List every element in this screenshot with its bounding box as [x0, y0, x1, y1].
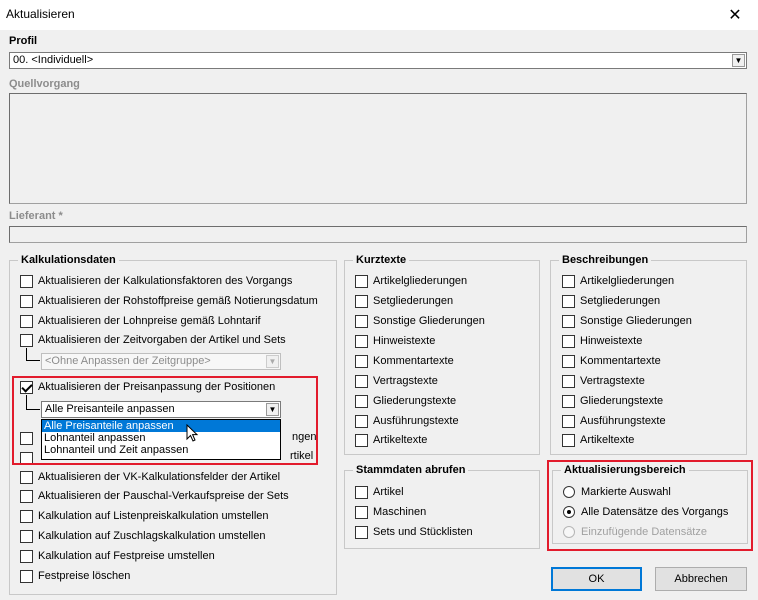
lieferant-field[interactable]: [9, 226, 747, 243]
checkbox-label: Aktualisieren der Preisanpassung der Positionen: [38, 381, 276, 393]
checkbox-label: Aktualisieren der Lohnpreise gemäß Lohntarif: [38, 315, 261, 327]
checkbox[interactable]: [355, 526, 368, 539]
besch-item[interactable]: [562, 334, 642, 348]
checkbox-label: Hinweistexte: [373, 335, 436, 347]
kurz-item[interactable]: [355, 354, 454, 368]
checkbox-label: Gliederungstexte: [580, 395, 664, 407]
title-bar: [0, 0, 758, 30]
radio-markierte-auswahl[interactable]: [563, 485, 671, 499]
checkbox-label: Ausführungstexte: [373, 415, 459, 427]
ok-button[interactable]: OK: [551, 567, 642, 591]
checkbox[interactable]: [355, 335, 368, 348]
kurz-item[interactable]: [355, 414, 459, 428]
checkbox[interactable]: [20, 570, 33, 583]
checkbox[interactable]: [562, 355, 575, 368]
radio-button-selected[interactable]: [563, 506, 575, 518]
stammdaten-label: Stammdaten abrufen: [353, 464, 468, 476]
checkbox[interactable]: [562, 275, 575, 288]
besch-item[interactable]: [562, 414, 666, 428]
checkbox[interactable]: [355, 275, 368, 288]
kalk-item-preisanpassung[interactable]: [20, 380, 275, 394]
checkbox-label: Artikelgliederungen: [373, 275, 468, 287]
checkbox[interactable]: [562, 375, 575, 388]
quellvorgang-label: Quellvorgang: [9, 78, 80, 90]
besch-item[interactable]: [562, 433, 634, 447]
checkbox[interactable]: [355, 295, 368, 308]
kalk-item-festpreise-loeschen[interactable]: [20, 569, 130, 583]
kurz-item[interactable]: [355, 274, 467, 288]
chevron-down-icon[interactable]: ▼: [266, 355, 279, 368]
beschreibungen-label: Beschreibungen: [559, 254, 651, 266]
window-title: Aktualisieren: [6, 7, 75, 21]
checkbox-label: Vertragstexte: [580, 375, 645, 387]
preisanteile-value: Alle Preisanteile anpassen: [45, 403, 175, 415]
radio-button[interactable]: [563, 486, 575, 498]
checkbox[interactable]: [20, 295, 33, 308]
checkbox[interactable]: [562, 315, 575, 328]
dropdown-option[interactable]: Lohnanteil anpassen: [44, 432, 146, 444]
kalk-item-pauschal[interactable]: [20, 489, 289, 503]
checkbox-label: Festpreise löschen: [38, 570, 131, 582]
checkbox[interactable]: [355, 434, 368, 447]
checkbox-label: Aktualisieren der Kalkulationsfaktoren des Vorgangs: [38, 275, 293, 287]
besch-item[interactable]: [562, 394, 663, 408]
zeitgruppe-select[interactable]: [41, 353, 281, 370]
checkbox[interactable]: [20, 275, 33, 288]
cancel-button[interactable]: Abbrechen: [655, 567, 747, 591]
kalkulationsdaten-label: Kalkulationsdaten: [18, 254, 119, 266]
radio-einzufuegende: [563, 525, 707, 539]
preisanteile-dropdown-list: [41, 419, 281, 460]
dropdown-option[interactable]: Lohnanteil und Zeit anpassen: [44, 444, 189, 456]
kalk-item-kalkulationsfaktoren[interactable]: [20, 274, 292, 288]
besch-item[interactable]: [562, 274, 674, 288]
kurz-item[interactable]: [355, 374, 438, 388]
tree-connector: [26, 395, 40, 410]
mouse-cursor-icon: [186, 424, 200, 443]
checkbox[interactable]: [562, 434, 575, 447]
checkbox[interactable]: [355, 486, 368, 499]
tree-connector: [26, 348, 40, 361]
checkbox[interactable]: [355, 506, 368, 519]
hidden-row-2-suffix: rtikel: [290, 450, 314, 462]
checkbox[interactable]: [562, 295, 575, 308]
lieferant-label: Lieferant *: [9, 210, 63, 222]
kurz-item[interactable]: [355, 394, 456, 408]
checkbox-label: Kommentartexte: [373, 355, 454, 367]
kurz-item[interactable]: [355, 294, 453, 308]
checkbox[interactable]: [355, 395, 368, 408]
quellvorgang-field[interactable]: [9, 93, 747, 204]
profil-value: 00. <Individuell>: [13, 54, 94, 66]
checkbox-label: Sonstige Gliederungen: [580, 315, 692, 327]
kalk-item-vk-felder[interactable]: [20, 470, 280, 484]
checkbox-label: Aktualisieren der Rohstoffpreise gemäß Notierungsdatum: [38, 295, 318, 307]
checkbox-label: Artikeltexte: [373, 434, 428, 446]
radio-button-disabled: [563, 526, 575, 538]
radio-label: Alle Datensätze des Vorgangs: [581, 506, 729, 518]
kalk-item-rohstoffpreise[interactable]: [20, 294, 318, 308]
checkbox-label: Kalkulation auf Zuschlagskalkulation umstellen: [38, 530, 266, 542]
radio-label: Einzufügende Datensätze: [581, 526, 707, 538]
profil-label: Profil: [9, 35, 38, 47]
checkbox-label: Aktualisieren der Pauschal-Verkaufspreise der Sets: [38, 490, 289, 502]
besch-item[interactable]: [562, 294, 660, 308]
checkbox-label: Aktualisieren der Zeitvorgaben der Artikel und Sets: [38, 334, 286, 346]
checkbox-label: Ausführungstexte: [580, 415, 666, 427]
checkbox[interactable]: [20, 510, 33, 523]
checkbox[interactable]: [355, 315, 368, 328]
checkbox-label: Kalkulation auf Listenpreiskalkulation umstellen: [38, 510, 269, 522]
checkbox-label: Hinweistexte: [580, 335, 643, 347]
checkbox-label: Artikelgliederungen: [580, 275, 675, 287]
checkbox-label: Kalkulation auf Festpreise umstellen: [38, 550, 215, 562]
chevron-down-icon[interactable]: ▼: [732, 54, 745, 67]
besch-item[interactable]: [562, 374, 645, 388]
chevron-down-icon[interactable]: ▼: [266, 403, 279, 416]
checkbox[interactable]: [20, 471, 33, 484]
checkbox-label: Sets und Stücklisten: [373, 526, 473, 538]
checkbox[interactable]: [355, 415, 368, 428]
hidden-row-1-suffix: ngen: [292, 431, 317, 443]
checkbox-label: Setgliederungen: [373, 295, 454, 307]
checkbox-label: Vertragstexte: [373, 375, 438, 387]
checkbox[interactable]: [20, 490, 33, 503]
checkbox[interactable]: [355, 355, 368, 368]
dropdown-option[interactable]: Alle Preisanteile anpassen: [42, 420, 280, 432]
checkbox-label: Gliederungstexte: [373, 395, 457, 407]
checkbox[interactable]: [562, 415, 575, 428]
besch-item[interactable]: [562, 354, 661, 368]
checkbox[interactable]: [20, 315, 33, 328]
zeitgruppe-value: <Ohne Anpassen der Zeitgruppe>: [45, 355, 211, 367]
checkbox-label: Artikel: [373, 486, 404, 498]
checkbox-label: Maschinen: [373, 506, 427, 518]
profil-select[interactable]: [9, 52, 747, 69]
checkbox-label: Sonstige Gliederungen: [373, 315, 485, 327]
kalk-item-lohnpreise[interactable]: [20, 314, 261, 328]
checkbox[interactable]: [562, 395, 575, 408]
stamm-item[interactable]: [355, 525, 473, 539]
checkbox-label: Aktualisieren der VK-Kalkulationsfelder der Artikel: [38, 471, 281, 483]
checkbox-label: Kommentartexte: [580, 355, 661, 367]
stamm-item[interactable]: [355, 505, 426, 519]
checkbox-label: Artikeltexte: [580, 434, 635, 446]
checkbox-label: Setgliederungen: [580, 295, 661, 307]
kurz-item[interactable]: [355, 314, 485, 328]
radio-alle-datensaetze[interactable]: [563, 505, 728, 519]
checkbox[interactable]: [562, 335, 575, 348]
kurztexte-label: Kurztexte: [353, 254, 409, 266]
kalk-item-zuschlag[interactable]: [20, 529, 265, 543]
checkbox[interactable]: [20, 334, 33, 347]
checkbox-checked[interactable]: [20, 381, 33, 394]
besch-item[interactable]: [562, 314, 692, 328]
checkbox[interactable]: [20, 530, 33, 543]
checkbox[interactable]: [355, 375, 368, 388]
preisanteile-select[interactable]: [41, 401, 281, 418]
aktualisierungsbereich-label: Aktualisierungsbereich: [561, 464, 689, 476]
kalk-item-festpreise[interactable]: [20, 549, 215, 563]
kalk-item-zeitvorgaben[interactable]: [20, 333, 286, 347]
stamm-item[interactable]: [355, 485, 404, 499]
kalk-item-listenpreis[interactable]: [20, 509, 269, 523]
checkbox[interactable]: [20, 550, 33, 563]
close-icon[interactable]: ✕: [728, 7, 742, 24]
radio-label: Markierte Auswahl: [581, 486, 671, 498]
kurz-item[interactable]: [355, 433, 427, 447]
kurz-item[interactable]: [355, 334, 435, 348]
